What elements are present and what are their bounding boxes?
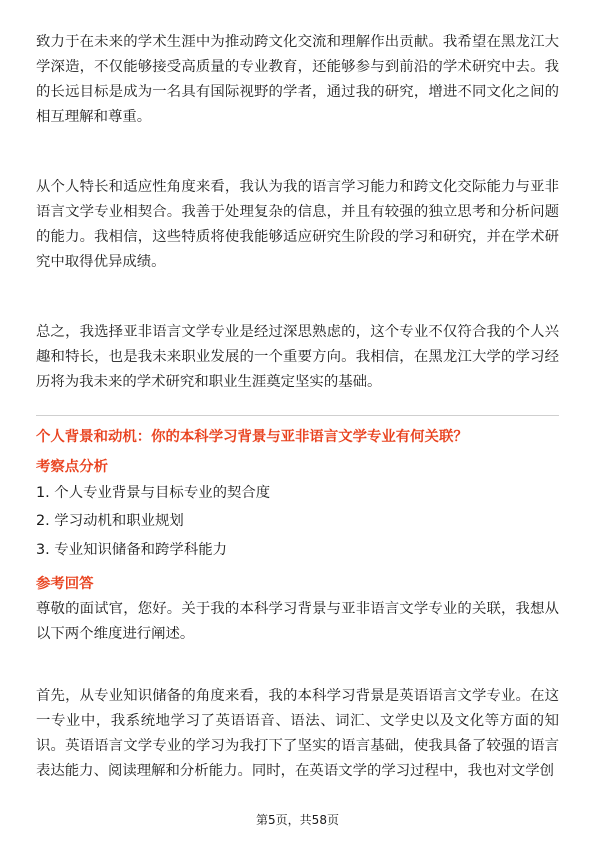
answer-paragraph-1: 尊敬的面试官，您好。关于我的本科学习背景与亚非语言文学专业的关联，我想从以下两个维度进行阐述。 bbox=[36, 601, 559, 642]
answer-paragraph-2: 首先，从专业知识储备的角度来看，我的本科学习背景是英语语言文学专业。在这一专业中，我系统地学习了英语语音、语法、词汇、文学史以及文化等方面的知识。英语语言文学专业的学习为我打下了坚实的语言基础，使我具备了较强的语言表达能力、阅读理解和分析能力。同时，在英语文学的学习过程中，我也对文学创 bbox=[36, 688, 559, 779]
page-number-footer: 第5页，共58页 bbox=[256, 813, 339, 827]
body-paragraph-2: 从个人特长和适应性角度来看，我认为我的语言学习能力和跨文化交际能力与亚非语言文学专业相契合。我善于处理复杂的信息，并且有较强的独立思考和分析问题的能力。我相信，这些特质将使我能够适应研究生阶段的学习和研究，并在学术研究中取得优异成绩。 bbox=[36, 179, 559, 270]
points-analysis-label: 考察点分析 bbox=[36, 459, 108, 475]
body-paragraph-1: 致力于在未来的学术生涯中为推动跨文化交流和理解作出贡献。我希望在黑龙江大学深造，不仅能够接受高质量的专业教育，还能够参与到前沿的学术研究中去。我的长远目标是成为一名具有国际视野的学者，通过我的研究，增进不同文化之间的相互理解和尊重。 bbox=[36, 34, 559, 125]
point-item-3: 3. 专业知识储备和跨学科能力 bbox=[36, 542, 227, 558]
body-paragraph-3: 总之，我选择亚非语言文学专业是经过深思熟虑的，这个专业不仅符合我的个人兴趣和特长，也是我未来职业发展的一个重要方向。我相信，在黑龙江大学的学习经历将为我未来的学术研究和职业生涯奠定坚实的基础。 bbox=[36, 324, 559, 390]
reference-answer-label: 参考回答 bbox=[36, 576, 94, 592]
question-heading: 个人背景和动机：你的本科学习背景与亚非语言文学专业有何关联？ bbox=[36, 429, 468, 445]
section-divider bbox=[36, 415, 559, 416]
point-item-2: 2. 学习动机和职业规划 bbox=[36, 513, 184, 529]
point-item-1: 1. 个人专业背景与目标专业的契合度 bbox=[36, 485, 271, 501]
